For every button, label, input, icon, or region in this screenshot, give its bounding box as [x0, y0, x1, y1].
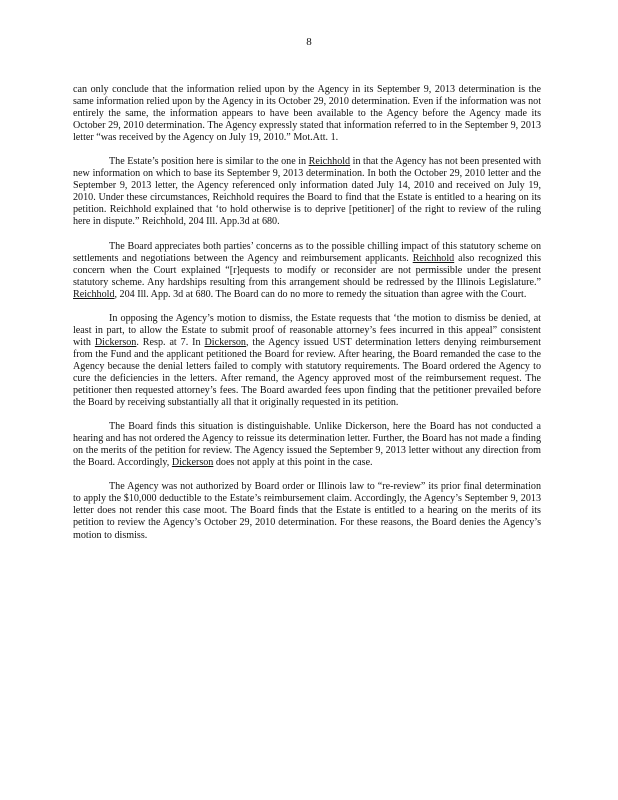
paragraph-text: The Board finds this situation is distinguishable. Unlike Dickerson, here the Board has not conducted a hearing and has not ordered the Agency to reissue its determination letter. Further, the Board has not made a finding on the merits of the petition for review. The Agency issued the September 9, 2013 letter without any direction from the Board. Accordingly,: [73, 421, 541, 469]
paragraph-1: [73, 84, 541, 144]
paragraph-5: [73, 421, 541, 469]
case-citation: Reichhold: [412, 252, 455, 264]
paragraph-text: . Resp. at 7. In: [136, 336, 205, 348]
case-citation: Dickerson: [204, 336, 246, 348]
paragraph-text: , the Agency issued UST determination letters denying reimbursement from the Fund and the applicant petitioned the Board for review. After hearing, the Board remanded the case to the Agency because the denial letters failed to comply with statutory requirements. The Board ordered the Agency to cure the deficiencies in the letters. After remand, the Agency approved most of the reimbursement request. The petitioner then requested attorney’s fees. The Board awarded fees upon finding that the petitioner prevailed before the Board by receiving substantially all that it originally requested in its petition.: [73, 336, 541, 409]
case-citation: Reichhold: [73, 288, 115, 300]
paragraph-text: can only conclude that the information relied upon by the Agency in its September 9, 2013 determination is the same information relied upon by the Agency in its October 29, 2010 determination. Even if the information was not entirely the same, the information appears to have been available to the Agency before the Agency made its October 29, 2010 determination. The Agency expressly stated that information referred to in the September 9, 2013 letter “was received by the Agency on July 19, 2010.” Mot.Att. 1.: [73, 84, 541, 144]
paragraph-3: [73, 241, 541, 301]
document-body: [73, 84, 541, 554]
paragraph-text: In opposing the Agency’s motion to dismiss, the Estate requests that ‘the motion to dismiss be denied, at least in part, to allow the Estate to submit proof of reasonable attorney’s fees incurred in this appeal” consistent with: [73, 312, 541, 348]
case-citation: Dickerson: [94, 336, 137, 348]
case-citation: Reichhold: [308, 156, 351, 168]
paragraph-text: The Board appreciates both parties’ concerns as to the possible chilling impact of this statutory scheme on settlements and negotiations between the Agency and reimbursement applicants.: [73, 240, 541, 264]
paragraph-text: does not apply at this point in the case.: [213, 457, 373, 469]
paragraph-6: [73, 481, 541, 541]
paragraph-text: also recognized this concern when the Court explained “[r]equests to modify or reconsider are not permissible under the present statutory scheme. Any hardships resulting from this arrangement should be redressed by the Illinois Legislature.”: [73, 252, 541, 288]
page-number: 8: [306, 36, 312, 48]
paragraph-text: in that the Agency has not been presented with new information on which to base its September 9, 2013 determination. In both the October 29, 2010 letter and the September 9, 2013 letter, the Agency referenced only information dated July 14, 2010 and received on July 19, 2010. Under these circumstances, Reichhold requires the Board to find that the Estate is entitled to a hearing on its petition. Reichhold explained that ‘to hold otherwise is to deprive [petitioner] of the right to review of the ruling here in dispute.” Reichhold, 204 Ill. App.3d at 680.: [73, 156, 542, 228]
paragraph-4: [73, 313, 541, 409]
paragraph-text: The Estate’s position here is similar to the one in: [109, 156, 309, 168]
case-citation: Dickerson: [171, 457, 214, 469]
paragraph-2: [73, 156, 541, 228]
paragraph-text: , 204 Ill. App. 3d at 680. The Board can do no more to remedy the situation than agree with the Court.: [114, 288, 527, 300]
paragraph-text: The Agency was not authorized by Board order or Illinois law to “re-review” its prior final determination to apply the $10,000 deductible to the Estate’s reimbursement claim. Accordingly, the Agency’s September 9, 2013 letter does not render this case moot. The Board finds that the Estate is entitled to a hearing on the merits of its petition to review the Agency’s October 29, 2010 determination. For these reasons, the Board denies the Agency’s motion to dismiss.: [73, 481, 541, 541]
